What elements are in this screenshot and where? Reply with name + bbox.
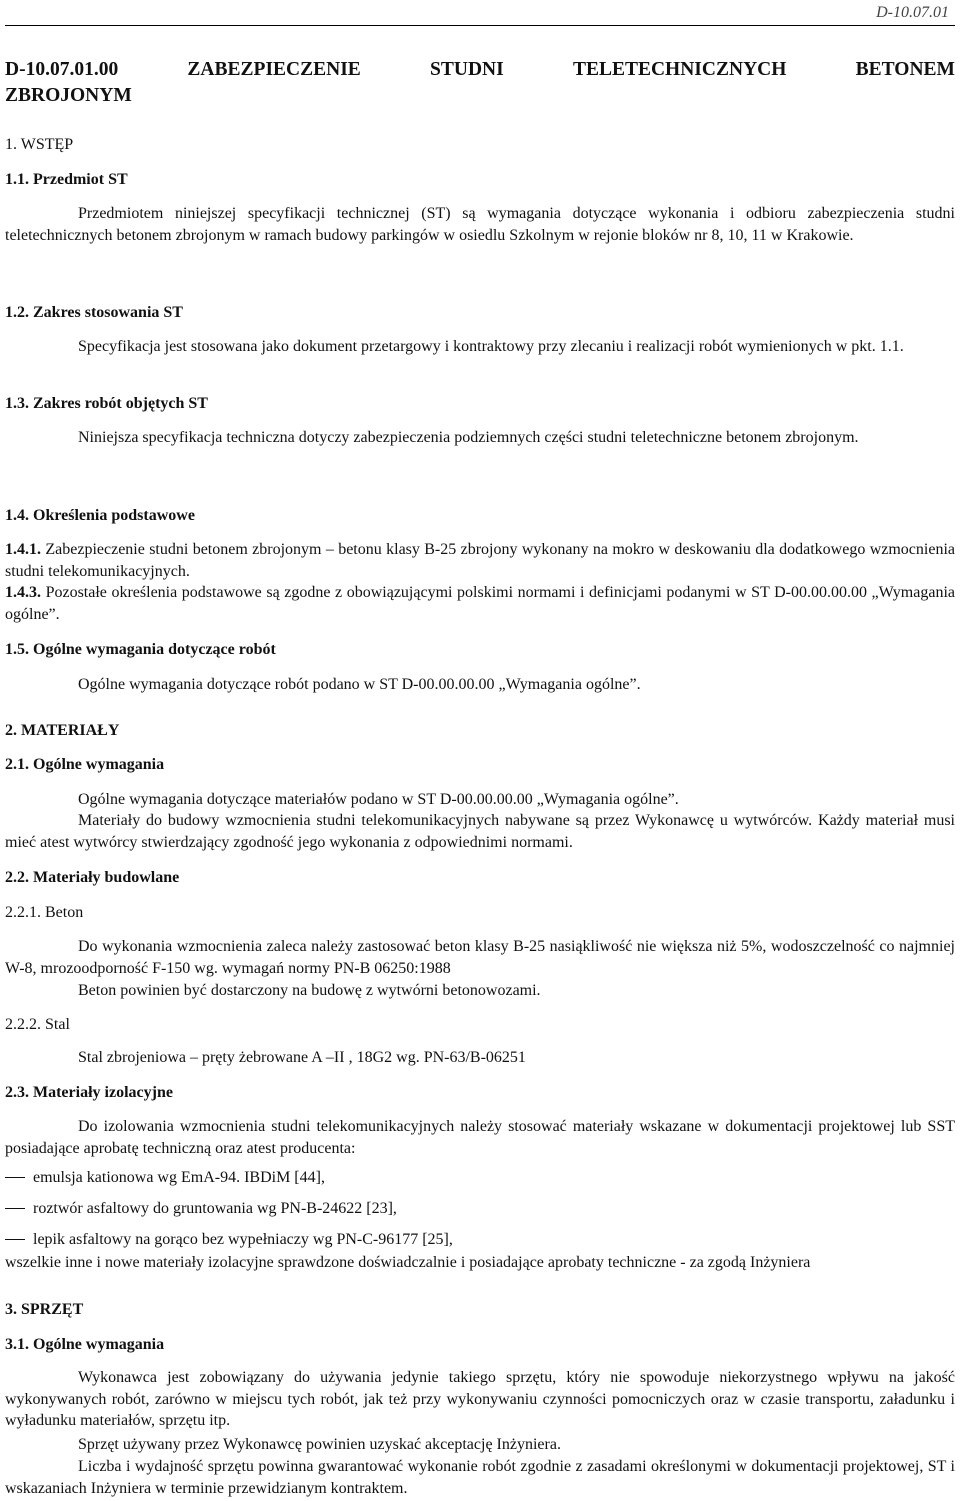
section-2-heading: 2. MATERIAŁY (5, 722, 120, 739)
heading-2-1: 2.1. Ogólne wymagania (5, 756, 165, 773)
paragraph-1-3: Niniejsza specyfikacja techniczna dotyczy zabezpieczenia podziemnych części studni teletechniczne betonem zbrojonym. (78, 429, 859, 446)
heading-3-1: 3.1. Ogólne wymagania (5, 1336, 165, 1353)
title-word-4: BETONEM (855, 59, 955, 80)
paragraph-3-1-c: Liczba i wydajność sprzętu powinna gwarantować wykonanie robót zgodnie z zasadami określonymi w dokumentacji projektowej, ST i wskazaniach Inżyniera w terminie przewidzianym kontraktem. (5, 1458, 955, 1497)
paragraph-2-3-b: wszelkie inne i nowe materiały izolacyjne sprawdzone doświadczalnie i posiadające aprobaty techniczne - za zgodą Inżyniera (5, 1254, 811, 1271)
paragraph-3-1-b: Sprzęt używany przez Wykonawcę powinien uzyskać akceptację Inżyniera. (78, 1436, 561, 1453)
paragraph-1-1: Przedmiotem niniejszej specyfikacji technicznej (ST) są wymagania dotyczące wykonania i odbioru zabezpieczenia studni teletechnicznych betonem zbrojonym w ramach budowy parkingów w osiedlu Szkolnym w rejonie bloków nr 8, 10, 11 w Krakowie. (5, 205, 955, 244)
title-word-1: ZABEZPIECZENIE (187, 59, 361, 80)
paragraph-1-5: Ogólne wymagania dotyczące robót podano w ST D-00.00.00.00 „Wymagania ogólne”. (78, 676, 641, 693)
heading-1-5: 1.5. Ogólne wymagania dotyczące robót (5, 641, 276, 658)
paragraph-1-4-1-number: 1.4.1. (5, 541, 41, 558)
heading-1-3: 1.3. Zakres robót objętych ST (5, 395, 208, 412)
heading-1-1: 1.1. Przedmiot ST (5, 171, 128, 188)
paragraph-2-3: Do izolowania wzmocnienia studni telekomunikacyjnych należy stosować materiały wskazane w dokumentacji projektowej lub SST posiadające aprobatę techniczną oraz atest producenta: (5, 1118, 955, 1157)
paragraph-1-4-3-text: Pozostałe określenia podstawowe są zgodne z obowiązującymi polskimi normami i definicjami podanymi w ST D-00.00.00.00 „Wymagania ogólne”. (5, 584, 955, 623)
title-word-2: STUDNI (430, 59, 504, 80)
dash-bullet-icon (5, 1177, 25, 1178)
paragraph-1-4-1-text: Zabezpieczenie studni betonem zbrojonym – betonu klasy B-25 zbrojony wykonany na mokro w deskowaniu dla dodatkowego wzmocnienia studni telekomunikacyjnych. (5, 541, 955, 580)
paragraph-2-1-b: Materiały do budowy wzmocnienia studni telekomunikacyjnych nabywane są przez Wykonawcę u wytwórców. Każdy materiał musi mieć atest wytwórcy stwierdzający zgodność jego wykonania z odpowiednimi normami. (5, 812, 955, 851)
paragraph-2-1-a: Ogólne wymagania dotyczące materiałów podano w ST D-00.00.00.00 „Wymagania ogólne”. (78, 791, 679, 808)
heading-2-3: 2.3. Materiały izolacyjne (5, 1084, 173, 1101)
heading-2-2: 2.2. Materiały budowlane (5, 869, 180, 886)
title-line-1 (5, 57, 955, 83)
list-item-text: emulsja kationowa wg EmA-94. IBDiM [44], (33, 1169, 325, 1186)
paragraph-2-2-2: Stal zbrojeniowa – pręty żebrowane A –II , 18G2 wg. PN-63/B-06251 (78, 1049, 526, 1066)
paragraph-1-2: Specyfikacja jest stosowana jako dokument przetargowy i kontraktowy przy zlecaniu i realizacji robót wymienionych w pkt. 1.1. (78, 338, 904, 355)
heading-1-2: 1.2. Zakres stosowania ST (5, 304, 183, 321)
heading-2-2-2: 2.2.2. Stal (5, 1016, 70, 1033)
title-line-2: ZBROJONYM (5, 85, 132, 106)
list-item-text: roztwór asfaltowy do gruntowania wg PN-B-24622 [23], (33, 1200, 397, 1217)
header-divider (5, 25, 955, 26)
list-item-text: lepik asfaltowy na gorąco bez wypełniaczy wg PN-C-96177 [25], (33, 1231, 453, 1248)
heading-2-2-1: 2.2.1. Beton (5, 904, 84, 921)
header-spec-code: D-10.07.01 (876, 4, 949, 21)
section-3-heading: 3. SPRZĘT (5, 1301, 84, 1318)
paragraph-1-4-3 (5, 582, 955, 625)
dash-bullet-icon (5, 1208, 25, 1209)
document-title (5, 57, 955, 109)
heading-1-4: 1.4. Określenia podstawowe (5, 507, 195, 524)
paragraph-1-4-3-number: 1.4.3. (5, 584, 41, 601)
paragraph-1-4-1 (5, 539, 955, 582)
title-code: D-10.07.01.00 (5, 59, 119, 80)
paragraph-2-2-1-b: Beton powinien być dostarczony na budowę z wytwórni betonowozami. (78, 982, 541, 999)
paragraph-3-1-a: Wykonawca jest zobowiązany do używania jedynie takiego sprzętu, który nie spowoduje niekorzystnego wpływu na jakość wykonywanych robót, zarówno w miejscu tych robót, jak też przy wykonywaniu czynności pomocniczych oraz w czasie transportu, załadunku i wyładunku materiałów, sprzętu itp. (5, 1369, 955, 1429)
title-word-3: TELETECHNICZNYCH (572, 59, 787, 80)
section-1-heading: 1. WSTĘP (5, 136, 74, 153)
paragraph-2-2-1-a: Do wykonania wzmocnienia zaleca należy zastosować beton klasy B-25 nasiąkliwość nie większa niż 5%, wodoszczelność co najmniej W-8, mrozoodporność F-150 wg. wymagań normy PN-B 06250:1988 (5, 938, 955, 977)
dash-bullet-icon (5, 1239, 25, 1240)
